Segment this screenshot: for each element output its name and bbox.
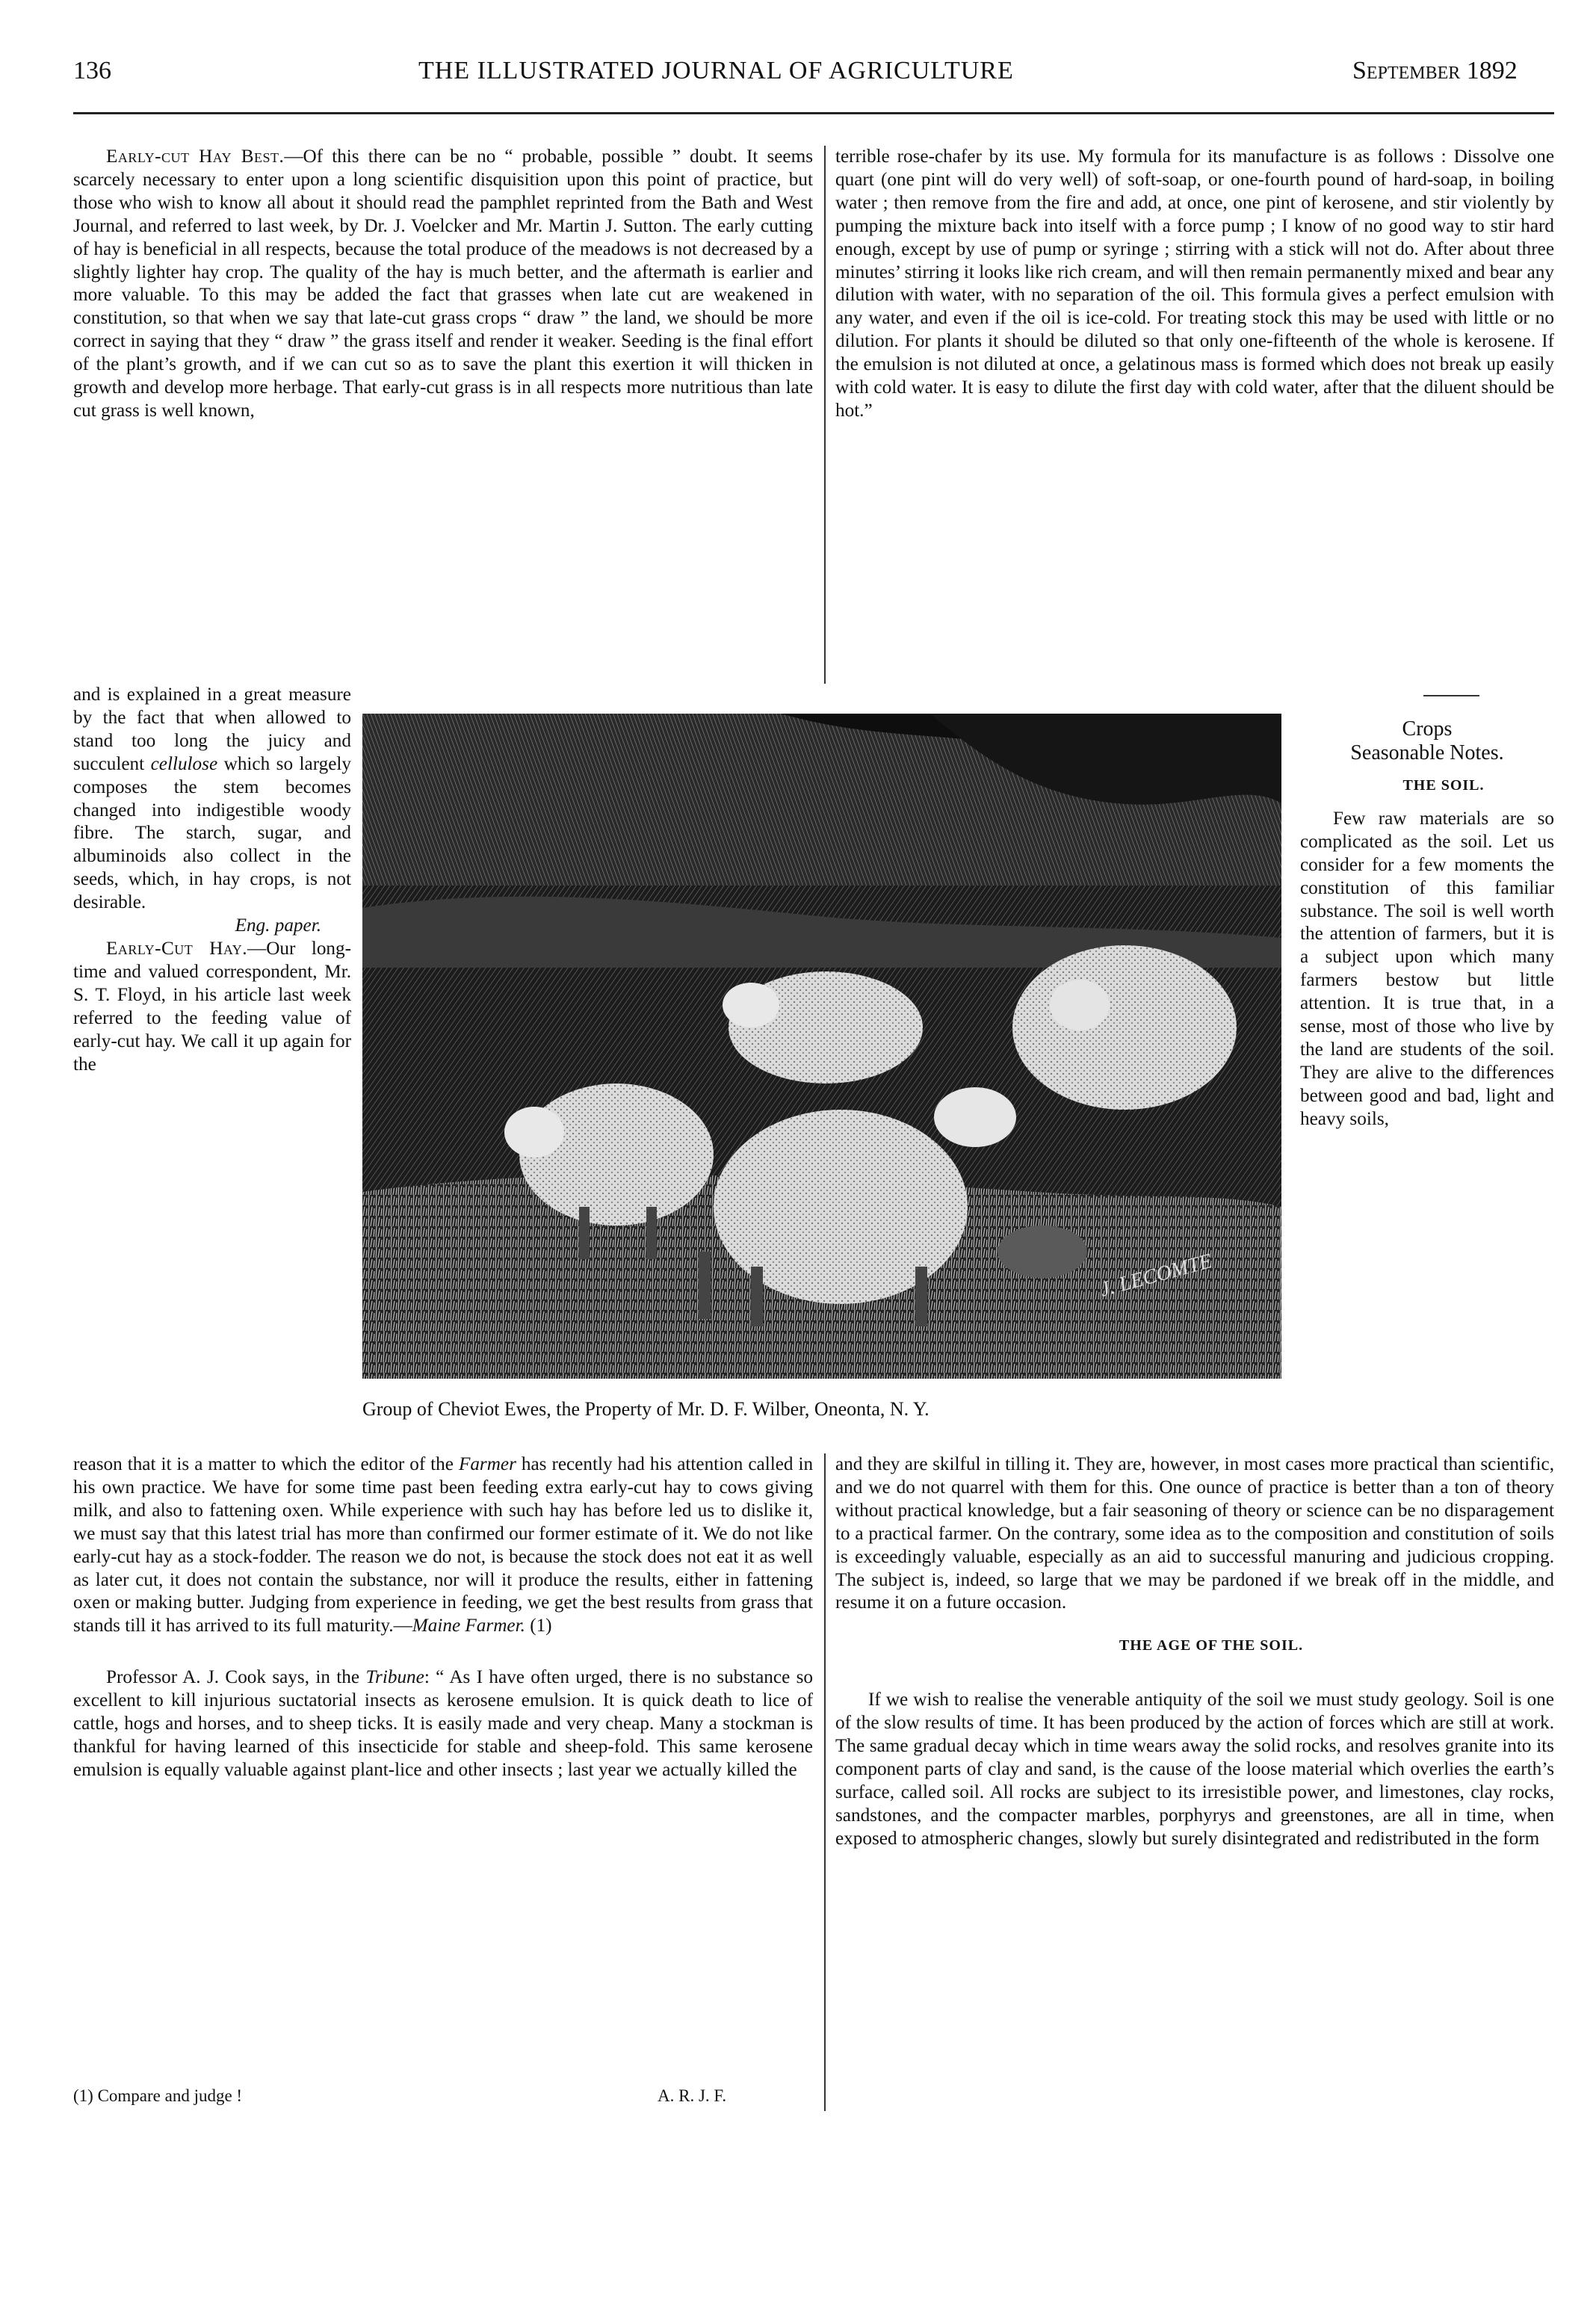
article-body: If we wish to realise the venerable antiquity of the soil we must study geology. Soil is one of the slow results of time. It has been produced by the action of forces which are still at work. The same gradual decay which in time wears away the solid rocks, and resolves granite into its component parts of clay and sand, is the cause of the loose material which overlies the earth’s surface, called soil. All rocks are subject to its irresistible power, and limestones, clay rocks, sandstones, and the compacter marbles, porphyrys and greenstones, are all in time, when exposed to atmospheric changes, slowly but surely disintegrated and redistributed in the form: [835, 1690, 1554, 1849]
article-heading: Early-cut Hay Best.: [106, 146, 285, 167]
column-divider-bottom: [824, 1453, 826, 2111]
article-body: Few raw materials are so complicated as the soil. Let us consider for a few moments the constitution of this familiar substance. The soil is well worth the attention of farmers, but it is a subject upon which many farmers bestow but little attention. It is true that, in a sense, most of those who live by the land are students of the soil. They are alive to the differences between good and bad, light and heavy soils,: [1300, 808, 1554, 1129]
emphasis-word: cellulose: [150, 753, 218, 774]
article-soil-continued: [835, 1453, 1554, 1851]
article-early-cut-hay-continued: [73, 1453, 813, 1782]
article-body: reason that it is a matter to which the editor of the: [73, 1454, 454, 1474]
subhead-age-of-soil: THE AGE OF THE SOIL.: [1119, 1637, 1304, 1654]
article-body: : “ As I have often urged, there is no substance so excellent to kill injurious suctatorial insects as kerosene emulsion. It is quick death to lice of cattle, hogs and horses, and to sheep ticks. It is easily made and very cheap. Many a stockman is thankful for having learned of this insecticide for stable and sheep-fold. This same kerosene emulsion is equally valuable against plant-lice and other insects ; last year we actually killed the: [73, 1667, 813, 1780]
footnote-text: (1) Compare and judge !: [73, 2086, 243, 2105]
column-divider-top: [824, 146, 826, 684]
section-subtitle: Seasonable Notes.: [1350, 741, 1504, 764]
article-early-cut-hay-best: [73, 146, 813, 423]
engraver-signature: J. LECOMTE: [1097, 1249, 1215, 1302]
article-body: Professor A. J. Cook says, in the: [106, 1667, 360, 1688]
page-number: 136: [73, 57, 111, 84]
article-body: and they are skilful in tilling it. They are, however, in most cases more practical than scientific, and we do not quarrel with them for this. One ounce of practice is better than a ton of theory without practical knowledge, but a fair seasoning of theory or science can be no disparagement to a practical farmer. On the contrary, some idea as to the composition and constitution of soils is exceedingly valuable, especially as an aid to successful manuring and judicious cropping. The subject is, indeed, so large that we may be pardoned if we break off in the middle, and resume it on a future occasion.: [835, 1454, 1554, 1613]
source-credit: Eng. paper.: [235, 915, 321, 936]
article-kerosene-emulsion: [835, 146, 1554, 423]
emphasis-word: Farmer: [458, 1454, 516, 1474]
article-narrow-continuation: [73, 684, 351, 1076]
source-credit: Maine Farmer.: [412, 1616, 525, 1637]
subhead-the-soil: THE SOIL.: [1402, 777, 1485, 794]
section-crops-seasonable-notes: [1300, 717, 1554, 1131]
article-body: —Our long-time and valued correspondent, Mr. S. T. Floyd, in his article last week referred to the feeding value of early-cut hay. We call it up again for the: [73, 938, 351, 1075]
journal-title: THE ILLUSTRATED JOURNAL OF AGRICULTURE: [418, 57, 1014, 84]
section-rule: [1423, 695, 1479, 696]
sheep-illustration: [362, 714, 1281, 1379]
article-body: terrible rose-chafer by its use. My formula for its manufacture is as follows : Dissolve one quart (one pint will do very well) of soft-soap, or one-fourth pound of hard-soap, in boiling water ; then remove from the fire and add, at once, one pint of kerosene, and stir violently by pumping the mixture back into itself with a force pump ; I know of no good way to stir hard enough, except by use of pump or syringe ; stirring with a stick will not do. After about three minutes’ stirring it looks like rich cream, and will then remain permanently mixed and bear any dilution with water, with no separation of the oil. This formula gives a perfect emulsion with any water, and even if the oil is ice-cold. For treating stock this may be used with little or no dilution. For plants it should be diluted so that only one-fifteenth of the whole is kerosene. If the emulsion is not diluted at once, a gelatinous mass is formed which does not break up easily with cold water. It is easy to dilute the first day with cold water, after that the diluent should be hot.”: [835, 146, 1554, 421]
emphasis-word: Tribune: [365, 1667, 424, 1688]
article-body: and is explained in a great measure by the fact that when allowed to stand too long the juicy and succulent: [73, 684, 351, 774]
article-body: which so largely composes the stem becomes changed into indigestible woody fibre. The starch, sugar, and albuminoids also collect in the seeds, which, in hay crops, is not desirable.: [73, 753, 352, 913]
engraving-cheviot-ewes: [362, 714, 1281, 1379]
article-body: —Of this there can be no “ probable, possible ” doubt. It seems scarcely necessary to enter upon a long scientific disquisition upon this point of practice, but those who wish to know all about it should read the pamphlet reprinted from the Bath and West Journal, and referred to last week, by Dr. J. Voelcker and Mr. Martin J. Sutton. The early cutting of hay is beneficial in all respects, because the total produce of the meadows is not decreased by a slightly lighter hay crop. The quality of the hay is much better, and the aftermath is earlier and more valuable. To this may be added the fact that grasses when late cut are weakened in constitution, so that when we say that late-cut grass crops “ draw ” the land, we should be more correct in saying that they “ draw ” the grass itself and render it weaker. Seeding is the final effort of the plant’s growth, and if we can cut so as to save the plant this exertion it will thicken in growth and develop more herbage. That early-cut grass is in all respects more nutritious than late cut grass is well known,: [73, 146, 813, 421]
footnote-signature: A. R. J. F.: [658, 2086, 727, 2105]
footnote-ref: (1): [525, 1616, 552, 1637]
section-title: Crops: [1402, 717, 1453, 741]
issue-date: September 1892: [1352, 57, 1518, 84]
header-rule: [73, 112, 1554, 114]
figure-caption: Group of Cheviot Ewes, the Property of Mr. D. F. Wilber, Oneonta, N. Y.: [362, 1398, 930, 1420]
article-heading: Early-Cut Hay.: [106, 938, 248, 959]
article-body: has recently had his attention called in his own practice. We have for some time past been feeding extra early-cut hay to cows giving milk, and also to fattening oxen. While experience with such hay has before led us to dislike it, we must say that this latest trial has more than confirmed our former estimate of it. We do not like early-cut hay as a stock-fodder. The reason we do not, is because the stock does not eat it as well as later cut, it does not contain the substance, nor will it produce the results, either in fattening oxen or making butter. Judging from experience in feeding, we get the best results from grass that stands till it has arrived to its full maturity.—: [73, 1454, 814, 1637]
